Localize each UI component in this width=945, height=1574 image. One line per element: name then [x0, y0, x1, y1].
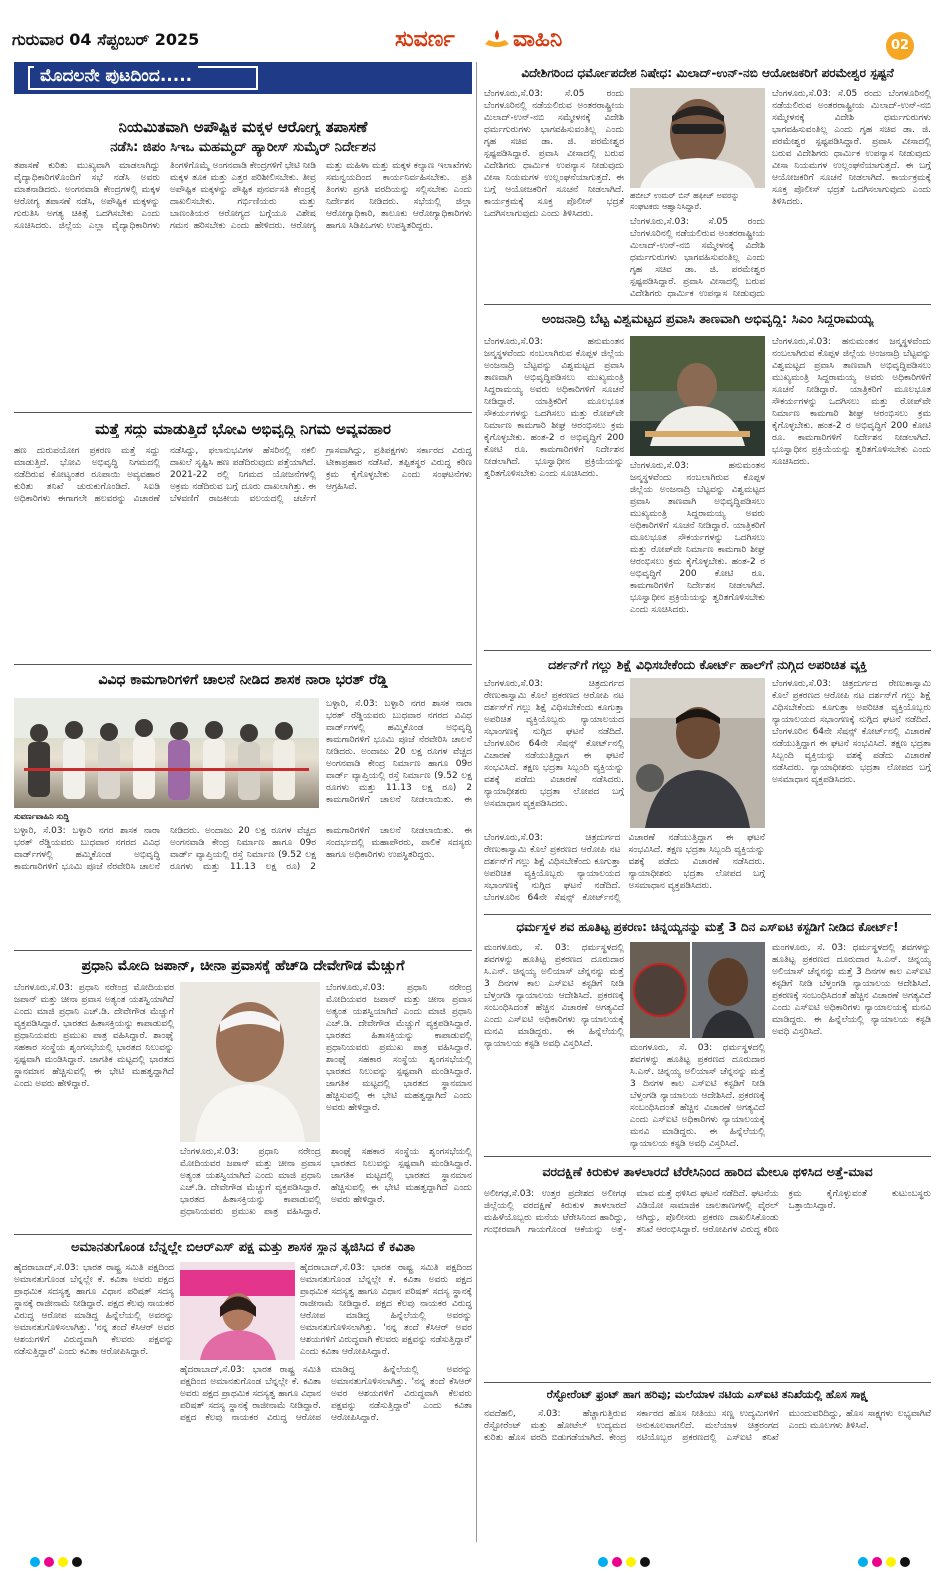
kavitha-body-left: ಹೈದರಾಬಾದ್,ಸೆ.03: ಭಾರತ ರಾಷ್ಟ್ರ ಸಮಿತಿ ಪಕ್ಷದಿಂದ ಅಮಾನತುಗೊಂಡ ಬೆನ್ನಲ್ಲೇ ಕೆ. ಕವಿತಾ ಅವರು ಪಕ್ಷದ ಪ್ರಾಥಮಿಕ ಸದಸ್ಯತ್ವ ಹಾಗೂ ವಿಧಾನ ಪರಿಷತ್ ಸದಸ್ಯ ಸ್ಥಾನಕ್ಕೆ ರಾಜೀನಾಮೆ ನೀಡಿದ್ದಾರೆ. ಪಕ್ಷದ ಕೆಲವು ನಾಯಕರ ವಿರುದ್ಧ ಆರೋಪ ಮಾಡಿದ್ದ ಹಿನ್ನೆಲೆಯಲ್ಲಿ ಅವರನ್ನು ಅಮಾನತುಗೊಳಿಸಲಾಗಿತ್ತು. 'ನನ್ನ ತಂದೆ ಕೆಸಿಆರ್ ಅವರ ಆಶಯಗಳಿಗೆ ವಿರುದ್ಧವಾಗಿ ಕೆಲವರು ಪಕ್ಷವನ್ನು ನಡೆಸುತ್ತಿದ್ದಾರೆ' ಎಂದು ಕವಿತಾ ಆರೋಪಿಸಿದ್ದಾರೆ.	[14, 1263, 174, 1357]
evidence-image	[630, 942, 765, 1038]
issue-date: ಗುರುವಾರ 04 ಸೆಪ್ಟಂಬರ್ 2025	[12, 30, 200, 49]
cyan-dot	[30, 1557, 40, 1567]
siddaramaiah-photo	[630, 336, 765, 456]
divider	[14, 950, 472, 951]
devegowda-photo	[180, 982, 320, 1142]
group-ribbon-cutting-image	[14, 698, 319, 808]
divider	[484, 1382, 931, 1383]
dharmasthala-body-right: ಮಂಗಳೂರು, ಸೆ. 03: ಧರ್ಮಸ್ಥಳದಲ್ಲಿ ಶವಗಳನ್ನು ಹೂತಿಟ್ಟ ಪ್ರಕರಣದ ದೂರುದಾರ ಸಿ.ಎನ್. ಚಿನ್ನಯ್ಯ ಅಲಿಯಾಸ್ ಚೆನ್ನನನ್ನು ಮತ್ತೆ 3 ದಿನಗಳ ಕಾಲ ಎಸ್‌ಐಟಿ ಕಸ್ಟಡಿಗೆ ನೀಡಿ ಬೆಳ್ತಂಗಡಿ ನ್ಯಾಯಾಲಯ ಆದೇಶಿಸಿದೆ. ಪ್ರಕರಣಕ್ಕೆ ಸಂಬಂಧಿಸಿದಂತೆ ಹೆಚ್ಚಿನ ವಿಚಾರಣೆ ಅಗತ್ಯವಿದೆ ಎಂದು ಎಸ್‌ಐಟಿ ಅಧಿಕಾರಿಗಳು ನ್ಯಾಯಾಲಯಕ್ಕೆ ಮನವಿ ಮಾಡಿದ್ದರು. ಈ ಹಿನ್ನೆಲೆಯಲ್ಲಿ ನ್ಯಾಯಾಲಯ ಕಸ್ಟಡಿ ಅವಧಿ ವಿಸ್ತರಿಸಿದೆ.	[772, 943, 931, 1037]
modi-body-right: ಬೆಂಗಳೂರು,ಸೆ.03: ಪ್ರಧಾನಿ ನರೇಂದ್ರ ಮೋದಿಯವರ ಜಪಾನ್ ಮತ್ತು ಚೀನಾ ಪ್ರವಾಸ ಅತ್ಯಂತ ಯಶಸ್ವಿಯಾಗಿದೆ ಎಂದು ಮಾಜಿ ಪ್ರಧಾನಿ ಎಚ್.ಡಿ. ದೇವೇಗೌಡ ಮೆಚ್ಚುಗೆ ವ್ಯಕ್ತಪಡಿಸಿದ್ದಾರೆ. ಭಾರತದ ಹಿತಾಸಕ್ತಿಯನ್ನು ಕಾಪಾಡುವಲ್ಲಿ ಪ್ರಧಾನಿಯವರು ಪ್ರಮುಖ ಪಾತ್ರ ವಹಿಸಿದ್ದಾರೆ. ಶಾಂಘೈ ಸಹಕಾರ ಸಂಸ್ಥೆಯ ಶೃಂಗಸಭೆಯಲ್ಲಿ ಭಾರತದ ನಿಲುವನ್ನು ಸ್ಪಷ್ಟವಾಗಿ ಮಂಡಿಸಿದ್ದಾರೆ. ಜಾಗತಿಕ ಮಟ್ಟದಲ್ಲಿ ಭಾರತದ ಸ್ಥಾನಮಾನ ಹೆಚ್ಚಿಸುವಲ್ಲಿ ಈ ಭೇಟಿ ಮಹತ್ವದ್ದಾಗಿದೆ ಎಂದು ಅವರು ಹೇಳಿದ್ದಾರೆ.	[326, 983, 472, 1113]
dharmasthala-body-left: ಮಂಗಳೂರು, ಸೆ. 03: ಧರ್ಮಸ್ಥಳದಲ್ಲಿ ಶವಗಳನ್ನು ಹೂತಿಟ್ಟ ಪ್ರಕರಣದ ದೂರುದಾರ ಸಿ.ಎನ್. ಚಿನ್ನಯ್ಯ ಅಲಿಯಾಸ್ ಚೆನ್ನನನ್ನು ಮತ್ತೆ 3 ದಿನಗಳ ಕಾಲ ಎಸ್‌ಐಟಿ ಕಸ್ಟಡಿಗೆ ನೀಡಿ ಬೆಳ್ತಂಗಡಿ ನ್ಯಾಯಾಲಯ ಆದೇಶಿಸಿದೆ. ಪ್ರಕರಣಕ್ಕೆ ಸಂಬಂಧಿಸಿದಂತೆ ಹೆಚ್ಚಿನ ವಿಚಾರಣೆ ಅಗತ್ಯವಿದೆ ಎಂದು ಎಸ್‌ಐಟಿ ಅಧಿಕಾರಿಗಳು ನ್ಯಾಯಾಲಯಕ್ಕೆ ಮನವಿ ಮಾಡಿದ್ದರು. ಈ ಹಿನ್ನೆಲೆಯಲ್ಲಿ ನ್ಯಾಯಾಲಯ ಕಸ್ಟಡಿ ಅವಧಿ ವಿಸ್ತರಿಸಿದೆ.	[484, 943, 624, 1049]
portrait-image	[180, 982, 320, 1142]
kavitha-headline: ಅಮಾನತುಗೊಂಡ ಬೆನ್ನಲ್ಲೇ ಬಿಆರ್‌ಎಸ್ ಪಕ್ಷ ಮತ್ತು ಶಾಸಕ ಸ್ಥಾನ ತ್ಯಜಿಸಿದ ಕೆ ಕವಿತಾ	[70, 1240, 416, 1255]
dharmasthala-photo	[630, 942, 765, 1038]
modi-body-bottom: ಬೆಂಗಳೂರು,ಸೆ.03: ಪ್ರಧಾನಿ ನರೇಂದ್ರ ಮೋದಿಯವರ ಜಪಾನ್ ಮತ್ತು ಚೀನಾ ಪ್ರವಾಸ ಅತ್ಯಂತ ಯಶಸ್ವಿಯಾಗಿದೆ ಎಂದು ಮಾಜಿ ಪ್ರಧಾನಿ ಎಚ್.ಡಿ. ದೇವೇಗೌಡ ಮೆಚ್ಚುಗೆ ವ್ಯಕ್ತಪಡಿಸಿದ್ದಾರೆ. ಭಾರತದ ಹಿತಾಸಕ್ತಿಯನ್ನು ಕಾಪಾಡುವಲ್ಲಿ ಪ್ರಧಾನಿಯವರು ಪ್ರಮುಖ ಪಾತ್ರ ವಹಿಸಿದ್ದಾರೆ. ಶಾಂಘೈ ಸಹಕಾರ ಸಂಸ್ಥೆಯ ಶೃಂಗಸಭೆಯಲ್ಲಿ ಭಾರತದ ನಿಲುವನ್ನು ಸ್ಪಷ್ಟವಾಗಿ ಮಂಡಿಸಿದ್ದಾರೆ. ಜಾಗತಿಕ ಮಟ್ಟದಲ್ಲಿ ಭಾರತದ ಸ್ಥಾನಮಾನ ಹೆಚ್ಚಿಸುವಲ್ಲಿ ಈ ಭೇಟಿ ಮಹತ್ವದ್ದಾಗಿದೆ ಎಂದು ಅವರು ಹೇಳಿದ್ದಾರೆ.	[180, 1147, 472, 1217]
darshan-body-bottom: ಬೆಂಗಳೂರು,ಸೆ.03: ಚಿತ್ರದುರ್ಗದ ರೇಣುಕಾಸ್ವಾಮಿ ಕೊಲೆ ಪ್ರಕರಣದ ಆರೋಪಿ ನಟ ದರ್ಶನ್‌ಗೆ ಗಲ್ಲು ಶಿಕ್ಷೆ ವಿಧಿಸಬೇಕೆಂದು ಕೂಗುತ್ತಾ ಅಪರಿಚಿತ ವ್ಯಕ್ತಿಯೊಬ್ಬರು ನ್ಯಾಯಾಲಯದ ಸಭಾಂಗಣಕ್ಕೆ ನುಗ್ಗಿದ ಘಟನೆ ನಡೆದಿದೆ. ಬೆಂಗಳೂರಿನ 64ನೇ ಸೆಷನ್ಸ್ ಕೋರ್ಟ್‌ನಲ್ಲಿ ವಿಚಾರಣೆ ನಡೆಯುತ್ತಿದ್ದಾಗ ಈ ಘಟನೆ ಸಂಭವಿಸಿದೆ. ತಕ್ಷಣ ಭದ್ರತಾ ಸಿಬ್ಬಂದಿ ವ್ಯಕ್ತಿಯನ್ನು ವಶಕ್ಕೆ ಪಡೆದು ವಿಚಾರಣೆ ನಡೆಸಿದರು. ನ್ಯಾಯಾಧೀಶರು ಭದ್ರತಾ ಲೋಪದ ಬಗ್ಗೆ ಅಸಮಾಧಾನ ವ್ಯಕ್ತಪಡಿಸಿದರು.	[484, 833, 765, 903]
restaurant-body: ನವದೆಹಲಿ, ಸೆ.03: ಹೆಚ್ಚಾಗುತ್ತಿರುವ ರೆಸ್ಟೋರೆಂಟ್ ಮತ್ತು ಹೋಟೆಲ್ ಉದ್ಯಮದ ಕುರಿತು ಹೊಸ ವರದಿ ಬಿಡುಗಡೆಯಾಗಿದೆ. ಕೇಂದ್ರ ಸರ್ಕಾರದ ಹೊಸ ನೀತಿಯು ಸಣ್ಣ ಉದ್ಯಮಿಗಳಿಗೆ ಅನುಕೂಲವಾಗಲಿದೆ. ಮಲೆಯಾಳ ಚಿತ್ರರಂಗದ ನಟಿಯೊಬ್ಬರ ಪ್ರಕರಣದಲ್ಲಿ ಎಸ್‌ಐಟಿ ತನಿಖೆ ಮುಂದುವರಿದಿದ್ದು, ಹೊಸ ಸಾಕ್ಷ್ಯಗಳು ಲಭ್ಯವಾಗಿವೆ ಎಂದು ಮೂಲಗಳು ತಿಳಿಸಿವೆ.	[484, 1409, 931, 1443]
religion-body-mid: ಬೆಂಗಳೂರು,ಸೆ.03: ಸೆ.05 ರಂದು ಬೆಂಗಳೂರಿನಲ್ಲಿ ನಡೆಯಲಿರುವ ಅಂತರರಾಷ್ಟ್ರೀಯ ಮಿಲಾದ್-ಉನ್-ನಬಿ ಸಮ್ಮೇಳನಕ್ಕೆ ವಿದೇಶಿ ಧರ್ಮಗುರುಗಳು ಭಾಗವಹಿಸುವಂತಿಲ್ಲ ಎಂದು ಗೃಹ ಸಚಿವ ಡಾ. ಜಿ. ಪರಮೇಶ್ವರ ಸ್ಪಷ್ಟಪಡಿಸಿದ್ದಾರೆ. ಪ್ರವಾಸಿ ವೀಸಾದಲ್ಲಿ ಬರುವ ವಿದೇಶಿಗರು ಧಾರ್ಮಿಕ ಉಪನ್ಯಾಸ ನೀಡುವುದು	[630, 217, 765, 298]
brand-left: ಸುವರ್ಣ	[395, 26, 455, 52]
portrait-image	[180, 1262, 295, 1360]
works-caption: ಸುವರ್ಣವಾಹಿನಿ ಸುದ್ದಿ	[14, 812, 70, 821]
divider	[484, 914, 931, 915]
magenta-dot	[872, 1557, 882, 1567]
section-title: ಮೊದಲನೇ ಪುಟದಿಂದ.....	[34, 66, 198, 86]
kavitha-photo	[180, 1262, 295, 1360]
anjanadri-body-mid: ಬೆಂಗಳೂರು,ಸೆ.03: ಹನುಮಂತನ ಜನ್ಮಸ್ಥಳವೆಂದು ನಂಬಲಾಗಿರುವ ಕೊಪ್ಪಳ ಜಿಲ್ಲೆಯ ಅಂಜನಾದ್ರಿ ಬೆಟ್ಟವನ್ನು ವಿಶ್ವಮಟ್ಟದ ಪ್ರವಾಸಿ ತಾಣವಾಗಿ ಅಭಿವೃದ್ಧಿಪಡಿಸಲು ಮುಖ್ಯಮಂತ್ರಿ ಸಿದ್ದರಾಮಯ್ಯ ಅವರು ಅಧಿಕಾರಿಗಳಿಗೆ ಸೂಚನೆ ನೀಡಿದ್ದಾರೆ. ಯಾತ್ರಿಕರಿಗೆ ಮೂಲಭೂತ ಸೌಕರ್ಯಗಳನ್ನು ಒದಗಿಸಲು ಮತ್ತು ರೋಪ್‌ವೇ ನಿರ್ಮಾಣ ಕಾಮಗಾರಿ ಶೀಘ್ರ ಆರಂಭಿಸಲು ಕ್ರಮ ಕೈಗೊಳ್ಳಬೇಕು. ಹಂತ-2 ರ ಅಭಿವೃದ್ಧಿಗೆ 200 ಕೋಟಿ ರೂ. ಕಾಮಗಾರಿಗಳಿಗೆ ನಿರ್ದೇಶನ ನೀಡಲಾಗಿದೆ. ಭೂಸ್ವಾಧೀನ ಪ್ರಕ್ರಿಯೆಯನ್ನು ತ್ವರಿತಗೊಳಿಸಬೇಕು ಎಂದು ಸೂಚಿಸಿದರು.	[630, 461, 765, 615]
darshan-headline: ದರ್ಶನ್‌ಗೆ ಗಲ್ಲು ಶಿಕ್ಷೆ ವಿಧಿಸಬೇಕೆಂದು ಕೋರ್ಟ್ ಹಾಲ್‌ಗೆ ನುಗ್ಗಿದ ಅಪರಿಚಿತ ವ್ಯಕ್ತಿ	[548, 657, 867, 672]
page-number-badge: 02	[886, 32, 914, 60]
black-dot	[900, 1557, 910, 1567]
cyan-dot	[598, 1557, 608, 1567]
divider	[14, 664, 472, 665]
meeting-image	[630, 336, 765, 456]
parameshwara-photo	[630, 88, 765, 188]
dharmasthala-body-mid: ಮಂಗಳೂರು, ಸೆ. 03: ಧರ್ಮಸ್ಥಳದಲ್ಲಿ ಶವಗಳನ್ನು ಹೂತಿಟ್ಟ ಪ್ರಕರಣದ ದೂರುದಾರ ಸಿ.ಎನ್. ಚಿನ್ನಯ್ಯ ಅಲಿಯಾಸ್ ಚೆನ್ನನನ್ನು ಮತ್ತೆ 3 ದಿನಗಳ ಕಾಲ ಎಸ್‌ಐಟಿ ಕಸ್ಟಡಿಗೆ ನೀಡಿ ಬೆಳ್ತಂಗಡಿ ನ್ಯಾಯಾಲಯ ಆದೇಶಿಸಿದೆ. ಪ್ರಕರಣಕ್ಕೆ ಸಂಬಂಧಿಸಿದಂತೆ ಹೆಚ್ಚಿನ ವಿಚಾರಣೆ ಅಗತ್ಯವಿದೆ ಎಂದು ಎಸ್‌ಐಟಿ ಅಧಿಕಾರಿಗಳು ನ್ಯಾಯಾಲಯಕ್ಕೆ ಮನವಿ ಮಾಡಿದ್ದರು. ಈ ಹಿನ್ನೆಲೆಯಲ್ಲಿ ನ್ಯಾಯಾಲಯ ಕಸ್ಟಡಿ ಅವಧಿ ವಿಸ್ತರಿಸಿದೆ.	[630, 1043, 765, 1149]
divider	[484, 650, 931, 651]
brand-right: ವಾಹಿನಿ	[513, 26, 563, 52]
color-registration-mid	[598, 1552, 654, 1564]
health-body: ತಪಾಸಣೆ ಕುರಿತು ಮುಖ್ಯವಾಗಿ ಮಾಡಲಾಗಿದ್ದು ವೈದ್ಯಾಧಿಕಾರಿಗಳೊಂದಿಗೆ ಸಭೆ ನಡೆಸಿ ಅವರು ಮಾತನಾಡಿದರು. ಅಂಗನವಾಡಿ ಕೇಂದ್ರಗಳಲ್ಲಿ ಮಕ್ಕಳ ಆರೋಗ್ಯ ತಪಾಸಣೆ ನಡೆಸಿ, ಅಪೌಷ್ಟಿಕ ಮಕ್ಕಳನ್ನು ಗುರುತಿಸಿ ಅಗತ್ಯ ಚಿಕಿತ್ಸೆ ಒದಗಿಸಬೇಕು ಎಂದು ಸೂಚಿಸಿದರು. ಜಿಲ್ಲೆಯ ಎಲ್ಲಾ ವೈದ್ಯಾಧಿಕಾರಿಗಳು ತಿಂಗಳಿಗೊಮ್ಮೆ ಅಂಗನವಾಡಿ ಕೇಂದ್ರಗಳಿಗೆ ಭೇಟಿ ನೀಡಿ ಮಕ್ಕಳ ತೂಕ ಮತ್ತು ಎತ್ತರ ಪರಿಶೀಲಿಸಬೇಕು. ತೀವ್ರ ಅಪೌಷ್ಟಿಕ ಮಕ್ಕಳನ್ನು ಪೌಷ್ಟಿಕ ಪುನರ್ವಸತಿ ಕೇಂದ್ರಕ್ಕೆ ದಾಖಲಿಸಬೇಕು. ಗರ್ಭಿಣಿಯರು ಮತ್ತು ಬಾಣಂತಿಯರ ಆರೋಗ್ಯದ ಬಗ್ಗೆಯೂ ವಿಶೇಷ ಗಮನ ಹರಿಸಬೇಕು ಎಂದು ಹೇಳಿದರು. ಆರೋಗ್ಯ ಮತ್ತು ಮಹಿಳಾ ಮತ್ತು ಮಕ್ಕಳ ಕಲ್ಯಾಣ ಇಲಾಖೆಗಳು ಸಮನ್ವಯದಿಂದ ಕಾರ್ಯನಿರ್ವಹಿಸಬೇಕು. ಪ್ರತಿ ತಿಂಗಳು ಪ್ರಗತಿ ವರದಿಯನ್ನು ಸಲ್ಲಿಸಬೇಕು ಎಂದು ನಿರ್ದೇಶನ ನೀಡಿದರು. ಸಭೆಯಲ್ಲಿ ಜಿಲ್ಲಾ ಆರೋಗ್ಯಾಧಿಕಾರಿ, ತಾಲೂಕು ಆರೋಗ್ಯಾಧಿಕಾರಿಗಳು ಹಾಗೂ ಸಿಡಿಪಿಒಗಳು ಉಪಸ್ಥಿತರಿದ್ದರು.	[14, 161, 472, 231]
lamp-icon	[483, 28, 511, 50]
kavitha-body-right: ಹೈದರಾಬಾದ್,ಸೆ.03: ಭಾರತ ರಾಷ್ಟ್ರ ಸಮಿತಿ ಪಕ್ಷದಿಂದ ಅಮಾನತುಗೊಂಡ ಬೆನ್ನಲ್ಲೇ ಕೆ. ಕವಿತಾ ಅವರು ಪಕ್ಷದ ಪ್ರಾಥಮಿಕ ಸದಸ್ಯತ್ವ ಹಾಗೂ ವಿಧಾನ ಪರಿಷತ್ ಸದಸ್ಯ ಸ್ಥಾನಕ್ಕೆ ರಾಜೀನಾಮೆ ನೀಡಿದ್ದಾರೆ. ಪಕ್ಷದ ಕೆಲವು ನಾಯಕರ ವಿರುದ್ಧ ಆರೋಪ ಮಾಡಿದ್ದ ಹಿನ್ನೆಲೆಯಲ್ಲಿ ಅವರನ್ನು ಅಮಾನತುಗೊಳಿಸಲಾಗಿತ್ತು. 'ನನ್ನ ತಂದೆ ಕೆಸಿಆರ್ ಅವರ ಆಶಯಗಳಿಗೆ ವಿರುದ್ಧವಾಗಿ ಕೆಲವರು ಪಕ್ಷವನ್ನು ನಡೆಸುತ್ತಿದ್ದಾರೆ' ಎಂದು ಕವಿತಾ ಆರೋಪಿಸಿದ್ದಾರೆ.	[300, 1263, 472, 1357]
religion-body-right: ಬೆಂಗಳೂರು,ಸೆ.03: ಸೆ.05 ರಂದು ಬೆಂಗಳೂರಿನಲ್ಲಿ ನಡೆಯಲಿರುವ ಅಂತರರಾಷ್ಟ್ರೀಯ ಮಿಲಾದ್-ಉನ್-ನಬಿ ಸಮ್ಮೇಳನಕ್ಕೆ ವಿದೇಶಿ ಧರ್ಮಗುರುಗಳು ಭಾಗವಹಿಸುವಂತಿಲ್ಲ ಎಂದು ಗೃಹ ಸಚಿವ ಡಾ. ಜಿ. ಪರಮೇಶ್ವರ ಸ್ಪಷ್ಟಪಡಿಸಿದ್ದಾರೆ. ಪ್ರವಾಸಿ ವೀಸಾದಲ್ಲಿ ಬರುವ ವಿದೇಶಿಗರು ಧಾರ್ಮಿಕ ಉಪನ್ಯಾಸ ನೀಡುವುದು ವೀಸಾ ನಿಯಮಗಳ ಉಲ್ಲಂಘನೆಯಾಗುತ್ತದೆ. ಈ ಬಗ್ಗೆ ಆಯೋಜಕರಿಗೆ ಸೂಚನೆ ನೀಡಲಾಗಿದೆ. ಕಾರ್ಯಕ್ರಮಕ್ಕೆ ಸೂಕ್ತ ಪೊಲೀಸ್ ಭದ್ರತೆ ಒದಗಿಸಲಾಗುವುದು ಎಂದು ತಿಳಿಸಿದರು.	[772, 89, 931, 207]
kavitha-body-bottom: ಹೈದರಾಬಾದ್,ಸೆ.03: ಭಾರತ ರಾಷ್ಟ್ರ ಸಮಿತಿ ಪಕ್ಷದಿಂದ ಅಮಾನತುಗೊಂಡ ಬೆನ್ನಲ್ಲೇ ಕೆ. ಕವಿತಾ ಅವರು ಪಕ್ಷದ ಪ್ರಾಥಮಿಕ ಸದಸ್ಯತ್ವ ಹಾಗೂ ವಿಧಾನ ಪರಿಷತ್ ಸದಸ್ಯ ಸ್ಥಾನಕ್ಕೆ ರಾಜೀನಾಮೆ ನೀಡಿದ್ದಾರೆ. ಪಕ್ಷದ ಕೆಲವು ನಾಯಕರ ವಿರುದ್ಧ ಆರೋಪ ಮಾಡಿದ್ದ ಹಿನ್ನೆಲೆಯಲ್ಲಿ ಅವರನ್ನು ಅಮಾನತುಗೊಳಿಸಲಾಗಿತ್ತು. 'ನನ್ನ ತಂದೆ ಕೆಸಿಆರ್ ಅವರ ಆಶಯಗಳಿಗೆ ವಿರುದ್ಧವಾಗಿ ಕೆಲವರು ಪಕ್ಷವನ್ನು ನಡೆಸುತ್ತಿದ್ದಾರೆ' ಎಂದು ಕವಿತಾ ಆರೋಪಿಸಿದ್ದಾರೆ.	[180, 1365, 472, 1423]
section-bar	[14, 62, 472, 94]
color-registration-right	[858, 1552, 914, 1564]
works-headline: ವಿವಿಧ ಕಾಮಗಾರಿಗಳಿಗೆ ಚಾಲನೆ ನೀಡಿದ ಶಾಸಕ ನಾರಾ ಭರತ್ ರೆಡ್ಡಿ	[98, 672, 388, 688]
divider	[14, 412, 472, 413]
religion-body-left: ಬೆಂಗಳೂರು,ಸೆ.03: ಸೆ.05 ರಂದು ಬೆಂಗಳೂರಿನಲ್ಲಿ ನಡೆಯಲಿರುವ ಅಂತರರಾಷ್ಟ್ರೀಯ ಮಿಲಾದ್-ಉನ್-ನಬಿ ಸಮ್ಮೇಳನಕ್ಕೆ ವಿದೇಶಿ ಧರ್ಮಗುರುಗಳು ಭಾಗವಹಿಸುವಂತಿಲ್ಲ ಎಂದು ಗೃಹ ಸಚಿವ ಡಾ. ಜಿ. ಪರಮೇಶ್ವರ ಸ್ಪಷ್ಟಪಡಿಸಿದ್ದಾರೆ. ಪ್ರವಾಸಿ ವೀಸಾದಲ್ಲಿ ಬರುವ ವಿದೇಶಿಗರು ಧಾರ್ಮಿಕ ಉಪನ್ಯಾಸ ನೀಡುವುದು ವೀಸಾ ನಿಯಮಗಳ ಉಲ್ಲಂಘನೆಯಾಗುತ್ತದೆ. ಈ ಬಗ್ಗೆ ಆಯೋಜಕರಿಗೆ ಸೂಚನೆ ನೀಡಲಾಗಿದೆ. ಕಾರ್ಯಕ್ರಮಕ್ಕೆ ಸೂಕ್ತ ಪೊಲೀಸ್ ಭದ್ರತೆ ಒದಗಿಸಲಾಗುವುದು ಎಂದು ತಿಳಿಸಿದರು.	[484, 89, 624, 219]
dharmasthala-headline: ಧರ್ಮಸ್ಥಳ ಶವ ಹೂತಿಟ್ಟ ಪ್ರಕರಣ: ಚಿನ್ನಯ್ಯನನ್ನು ಮತ್ತೆ 3 ದಿನ ಎಸ್‌ಐಟಿ ಕಸ್ಟಡಿಗೆ ನೀಡಿದ ಕೋರ್ಟ್!	[516, 920, 899, 934]
portrait-image	[630, 678, 765, 828]
anjanadri-body-right: ಬೆಂಗಳೂರು,ಸೆ.03: ಹನುಮಂತನ ಜನ್ಮಸ್ಥಳವೆಂದು ನಂಬಲಾಗಿರುವ ಕೊಪ್ಪಳ ಜಿಲ್ಲೆಯ ಅಂಜನಾದ್ರಿ ಬೆಟ್ಟವನ್ನು ವಿಶ್ವಮಟ್ಟದ ಪ್ರವಾಸಿ ತಾಣವಾಗಿ ಅಭಿವೃದ್ಧಿಪಡಿಸಲು ಮುಖ್ಯಮಂತ್ರಿ ಸಿದ್ದರಾಮಯ್ಯ ಅವರು ಅಧಿಕಾರಿಗಳಿಗೆ ಸೂಚನೆ ನೀಡಿದ್ದಾರೆ. ಯಾತ್ರಿಕರಿಗೆ ಮೂಲಭೂತ ಸೌಕರ್ಯಗಳನ್ನು ಒದಗಿಸಲು ಮತ್ತು ರೋಪ್‌ವೇ ನಿರ್ಮಾಣ ಕಾಮಗಾರಿ ಶೀಘ್ರ ಆರಂಭಿಸಲು ಕ್ರಮ ಕೈಗೊಳ್ಳಬೇಕು. ಹಂತ-2 ರ ಅಭಿವೃದ್ಧಿಗೆ 200 ಕೋಟಿ ರೂ. ಕಾಮಗಾರಿಗಳಿಗೆ ನಿರ್ದೇಶನ ನೀಡಲಾಗಿದೆ. ಭೂಸ್ವಾಧೀನ ಪ್ರಕ್ರಿಯೆಯನ್ನು ತ್ವರಿತಗೊಳಿಸಬೇಕು ಎಂದು ಸೂಚಿಸಿದರು.	[772, 337, 931, 467]
yellow-dot	[58, 1557, 68, 1567]
newspaper-logo	[395, 26, 610, 56]
yellow-dot	[886, 1557, 896, 1567]
color-registration-left	[30, 1552, 86, 1564]
health-headline: ನಿಯಮಿತವಾಗಿ ಅಪೌಷ್ಟಿಕ ಮಕ್ಕಳ ಆರೋಗ್ಯ ತಪಾಸಣೆ	[118, 118, 368, 136]
works-photo	[14, 698, 319, 808]
modi-body-left: ಬೆಂಗಳೂರು,ಸೆ.03: ಪ್ರಧಾನಿ ನರೇಂದ್ರ ಮೋದಿಯವರ ಜಪಾನ್ ಮತ್ತು ಚೀನಾ ಪ್ರವಾಸ ಅತ್ಯಂತ ಯಶಸ್ವಿಯಾಗಿದೆ ಎಂದು ಮಾಜಿ ಪ್ರಧಾನಿ ಎಚ್.ಡಿ. ದೇವೇಗೌಡ ಮೆಚ್ಚುಗೆ ವ್ಯಕ್ತಪಡಿಸಿದ್ದಾರೆ. ಭಾರತದ ಹಿತಾಸಕ್ತಿಯನ್ನು ಕಾಪಾಡುವಲ್ಲಿ ಪ್ರಧಾನಿಯವರು ಪ್ರಮುಖ ಪಾತ್ರ ವಹಿಸಿದ್ದಾರೆ. ಶಾಂಘೈ ಸಹಕಾರ ಸಂಸ್ಥೆಯ ಶೃಂಗಸಭೆಯಲ್ಲಿ ಭಾರತದ ನಿಲುವನ್ನು ಸ್ಪಷ್ಟವಾಗಿ ಮಂಡಿಸಿದ್ದಾರೆ. ಜಾಗತಿಕ ಮಟ್ಟದಲ್ಲಿ ಭಾರತದ ಸ್ಥಾನಮಾನ ಹೆಚ್ಚಿಸುವಲ್ಲಿ ಈ ಭೇಟಿ ಮಹತ್ವದ್ದಾಗಿದೆ ಎಂದು ಅವರು ಹೇಳಿದ್ದಾರೆ.	[14, 983, 174, 1089]
divider	[14, 1234, 472, 1235]
works-body-right: ಬಳ್ಳಾರಿ, ಸೆ.03: ಬಳ್ಳಾರಿ ನಗರ ಶಾಸಕ ನಾರಾ ಭರತ್ ರೆಡ್ಡಿಯವರು ಬುಧವಾರ ನಗರದ ವಿವಿಧ ವಾರ್ಡ್‌ಗಳಲ್ಲಿ ಹಮ್ಮಿಕೊಂಡ ಅಭಿವೃದ್ಧಿ ಕಾಮಗಾರಿಗಳಿಗೆ ಭೂಮಿ ಪೂಜೆ ನೆರವೇರಿಸಿ ಚಾಲನೆ ನೀಡಿದರು. ಅಂದಾಜು 20 ಲಕ್ಷ ರೂಗಳ ವೆಚ್ಚದ ಅಂಗನವಾಡಿ ಕೇಂದ್ರ ನಿರ್ಮಾಣ ಹಾಗೂ 09ರ ವಾರ್ಡ್ ವ್ಯಾಪ್ತಿಯಲ್ಲಿ ರಸ್ತೆ ನಿರ್ಮಾಣ (9.52 ಲಕ್ಷ ರೂಗಳು ಮತ್ತು 11.13 ಲಕ್ಷ ರೂ) 2 ಕಾಮಗಾರಿಗಳಿಗೆ ಚಾಲನೆ ನೀಡಲಾಯಿತು. ಈ	[326, 699, 472, 805]
anjanadri-body-left: ಬೆಂಗಳೂರು,ಸೆ.03: ಹನುಮಂತನ ಜನ್ಮಸ್ಥಳವೆಂದು ನಂಬಲಾಗಿರುವ ಕೊಪ್ಪಳ ಜಿಲ್ಲೆಯ ಅಂಜನಾದ್ರಿ ಬೆಟ್ಟವನ್ನು ವಿಶ್ವಮಟ್ಟದ ಪ್ರವಾಸಿ ತಾಣವಾಗಿ ಅಭಿವೃದ್ಧಿಪಡಿಸಲು ಮುಖ್ಯಮಂತ್ರಿ ಸಿದ್ದರಾಮಯ್ಯ ಅವರು ಅಧಿಕಾರಿಗಳಿಗೆ ಸೂಚನೆ ನೀಡಿದ್ದಾರೆ. ಯಾತ್ರಿಕರಿಗೆ ಮೂಲಭೂತ ಸೌಕರ್ಯಗಳನ್ನು ಒದಗಿಸಲು ಮತ್ತು ರೋಪ್‌ವೇ ನಿರ್ಮಾಣ ಕಾಮಗಾರಿ ಶೀಘ್ರ ಆರಂಭಿಸಲು ಕ್ರಮ ಕೈಗೊಳ್ಳಬೇಕು. ಹಂತ-2 ರ ಅಭಿವೃದ್ಧಿಗೆ 200 ಕೋಟಿ ರೂ. ಕಾಮಗಾರಿಗಳಿಗೆ ನಿರ್ದೇಶನ ನೀಡಲಾಗಿದೆ. ಭೂಸ್ವಾಧೀನ ಪ್ರಕ್ರಿಯೆಯನ್ನು ತ್ವರಿತಗೊಳಿಸಬೇಕು ಎಂದು ಸೂಚಿಸಿದರು.	[484, 337, 624, 479]
black-dot	[640, 1557, 650, 1567]
restaurant-headline: ರೆಸ್ಟೋರೆಂಟ್ ಫ್ರಂಟ್ ಹಾಗ ಹರಿವು; ಮಲೆಯಾಳ ನಟಿಯ ಎಸ್‌ಐಟಿ ತನಿಖೆಯಲ್ಲಿ ಹೊಸ ಸಾಕ್ಷ್ಯ	[546, 1388, 869, 1401]
modi-headline: ಪ್ರಧಾನಿ ಮೋದಿ ಜಪಾನ್, ಚೀನಾ ಪ್ರವಾಸಕ್ಕೆ ಹೆಚ್‌ಡಿ ದೇವೇಗೌಡ ಮೆಚ್ಚುಗೆ	[81, 958, 405, 974]
anjanadri-headline: ಅಂಜನಾದ್ರಿ ಬೆಟ್ಟ ವಿಶ್ವಮಟ್ಟದ ಪ್ರವಾಸಿ ತಾಣವಾಗಿ ಅಭಿವೃದ್ಧಿ: ಸಿಎಂ ಸಿದ್ದರಾಮಯ್ಯ	[541, 312, 874, 327]
divider	[484, 1156, 931, 1157]
black-dot	[72, 1557, 82, 1567]
portrait-image	[630, 88, 765, 188]
masthead	[0, 0, 945, 62]
religion-headline: ವಿದೇಶಿಗರಿಂದ ಧರ್ಮೋಪದೇಶ ನಿಷೇಧ: ಮಿಲಾದ್-ಉನ್-ನಬಿ ಆಯೋಜಕರಿಗೆ ಪರಮೇಶ್ವರ ಸ್ಪಷ್ಟನೆ	[521, 66, 894, 80]
bhovi-headline: ಮತ್ತೆ ಸದ್ದು ಮಾಡುತ್ತಿದೆ ಭೋವಿ ಅಭಿವೃದ್ಧಿ ನಿಗಮ ಅವ್ಯವಹಾರ	[95, 420, 391, 438]
bhovi-body: ಹಣ ದುರುಪಯೋಗ ಪ್ರಕರಣ ಮತ್ತೆ ಸದ್ದು ಮಾಡುತ್ತಿದೆ. ಭೋವಿ ಅಭಿವೃದ್ಧಿ ನಿಗಮದಲ್ಲಿ ನಡೆದಿರುವ ಕೋಟ್ಯಂತರ ರೂಪಾಯಿ ಅವ್ಯವಹಾರ ಕುರಿತು ತನಿಖೆ ಚುರುಕುಗೊಂಡಿದೆ. ಸಿಐಡಿ ಅಧಿಕಾರಿಗಳು ಈಗಾಗಲೇ ಹಲವರನ್ನು ವಿಚಾರಣೆ ನಡೆಸಿದ್ದು, ಫಲಾನುಭವಿಗಳ ಹೆಸರಿನಲ್ಲಿ ನಕಲಿ ದಾಖಲೆ ಸೃಷ್ಟಿಸಿ ಹಣ ಪಡೆದಿರುವುದು ಪತ್ತೆಯಾಗಿದೆ. 2021-22 ರಲ್ಲಿ ನಿಗಮದ ಯೋಜನೆಗಳಲ್ಲಿ ಅಕ್ರಮ ನಡೆದಿರುವ ಬಗ್ಗೆ ದೂರು ದಾಖಲಾಗಿತ್ತು. ಈ ಬೆಳವಣಿಗೆ ರಾಜಕೀಯ ವಲಯದಲ್ಲಿ ಚರ್ಚೆಗೆ ಗ್ರಾಸವಾಗಿದ್ದು, ಪ್ರತಿಪಕ್ಷಗಳು ಸರ್ಕಾರದ ವಿರುದ್ಧ ಟೀಕಾಪ್ರಹಾರ ನಡೆಸಿವೆ. ತಪ್ಪಿತಸ್ಥರ ವಿರುದ್ಧ ಕಠಿಣ ಕ್ರಮ ಕೈಗೊಳ್ಳಬೇಕು ಎಂದು ಸಂಘಟನೆಗಳು ಆಗ್ರಹಿಸಿವೆ.	[14, 446, 472, 504]
dowry-headline: ವರದಕ್ಷಿಣೆ ಕಿರುಕುಳ ತಾಳಲಾರದೆ ಟೆರೇಸಿನಿಂದ ಹಾರಿದ ಮೇಲೂ ಥಳಿಸಿದ ಅತ್ತೆ-ಮಾವ	[542, 1164, 873, 1179]
dowry-body: ಅಲೀಗಢ,ಸೆ.03: ಉತ್ತರ ಪ್ರದೇಶದ ಅಲೀಗಢ ಜಿಲ್ಲೆಯಲ್ಲಿ ವರದಕ್ಷಿಣೆ ಕಿರುಕುಳ ತಾಳಲಾರದೆ ಮಹಿಳೆಯೊಬ್ಬರು ಮನೆಯ ಟೆರೇಸಿನಿಂದ ಹಾರಿದ್ದು, ಗಂಭೀರವಾಗಿ ಗಾಯಗೊಂಡ ಆಕೆಯನ್ನು ಅತ್ತೆ-ಮಾವ ಮತ್ತೆ ಥಳಿಸಿದ ಘಟನೆ ನಡೆದಿದೆ. ಘಟನೆಯ ವಿಡಿಯೋ ಸಾಮಾಜಿಕ ಜಾಲತಾಣಗಳಲ್ಲಿ ವೈರಲ್ ಆಗಿದ್ದು, ಪೊಲೀಸರು ಪ್ರಕರಣ ದಾಖಲಿಸಿಕೊಂಡು ತನಿಖೆ ಆರಂಭಿಸಿದ್ದಾರೆ. ಆರೋಪಿಗಳ ವಿರುದ್ಧ ಕಠಿಣ ಕ್ರಮ ಕೈಗೊಳ್ಳುವಂತೆ ಕುಟುಂಬಸ್ಥರು ಒತ್ತಾಯಿಸಿದ್ದಾರೆ.	[484, 1189, 931, 1235]
divider	[484, 304, 931, 305]
works-body: ಬಳ್ಳಾರಿ, ಸೆ.03: ಬಳ್ಳಾರಿ ನಗರ ಶಾಸಕ ನಾರಾ ಭರತ್ ರೆಡ್ಡಿಯವರು ಬುಧವಾರ ನಗರದ ವಿವಿಧ ವಾರ್ಡ್‌ಗಳಲ್ಲಿ ಹಮ್ಮಿಕೊಂಡ ಅಭಿವೃದ್ಧಿ ಕಾಮಗಾರಿಗಳಿಗೆ ಭೂಮಿ ಪೂಜೆ ನೆರವೇರಿಸಿ ಚಾಲನೆ ನೀಡಿದರು. ಅಂದಾಜು 20 ಲಕ್ಷ ರೂಗಳ ವೆಚ್ಚದ ಅಂಗನವಾಡಿ ಕೇಂದ್ರ ನಿರ್ಮಾಣ ಹಾಗೂ 09ರ ವಾರ್ಡ್ ವ್ಯಾಪ್ತಿಯಲ್ಲಿ ರಸ್ತೆ ನಿರ್ಮಾಣ (9.52 ಲಕ್ಷ ರೂಗಳು ಮತ್ತು 11.13 ಲಕ್ಷ ರೂ) 2 ಕಾಮಗಾರಿಗಳಿಗೆ ಚಾಲನೆ ನೀಡಲಾಯಿತು. ಈ ಸಂದರ್ಭದಲ್ಲಿ ಮಹಾಪೌರರು, ಪಾಲಿಕೆ ಸದಸ್ಯರು ಹಾಗೂ ಅಧಿಕಾರಿಗಳು ಉಪಸ್ಥಿತರಿದ್ದರು.	[14, 826, 472, 872]
column-divider	[476, 62, 477, 1542]
cyan-dot	[858, 1557, 868, 1567]
health-subhead: ನಡೆಸಿ: ಜಿಪಂ ಸಿಇಒ ಮಹಮ್ಮದ್ ಹ್ಯಾರೀಸ್ ಸುಮೈರ್ ನಿರ್ದೇಶನ	[110, 140, 376, 155]
religion-photo-caption: ಹಬೀಬ್ ಉಮರ್ ಬಿನ್ ಹಫೀಜ್ ಅವರನ್ನು ಸಂಘಟಕರು ಆಹ್ವಾನಿಸಿದ್ದಾರೆ.	[630, 191, 740, 211]
magenta-dot	[612, 1557, 622, 1567]
darshan-body-right: ಬೆಂಗಳೂರು,ಸೆ.03: ಚಿತ್ರದುರ್ಗದ ರೇಣುಕಾಸ್ವಾಮಿ ಕೊಲೆ ಪ್ರಕರಣದ ಆರೋಪಿ ನಟ ದರ್ಶನ್‌ಗೆ ಗಲ್ಲು ಶಿಕ್ಷೆ ವಿಧಿಸಬೇಕೆಂದು ಕೂಗುತ್ತಾ ಅಪರಿಚಿತ ವ್ಯಕ್ತಿಯೊಬ್ಬರು ನ್ಯಾಯಾಲಯದ ಸಭಾಂಗಣಕ್ಕೆ ನುಗ್ಗಿದ ಘಟನೆ ನಡೆದಿದೆ. ಬೆಂಗಳೂರಿನ 64ನೇ ಸೆಷನ್ಸ್ ಕೋರ್ಟ್‌ನಲ್ಲಿ ವಿಚಾರಣೆ ನಡೆಯುತ್ತಿದ್ದಾಗ ಈ ಘಟನೆ ಸಂಭವಿಸಿದೆ. ತಕ್ಷಣ ಭದ್ರತಾ ಸಿಬ್ಬಂದಿ ವ್ಯಕ್ತಿಯನ್ನು ವಶಕ್ಕೆ ಪಡೆದು ವಿಚಾರಣೆ ನಡೆಸಿದರು. ನ್ಯಾಯಾಧೀಶರು ಭದ್ರತಾ ಲೋಪದ ಬಗ್ಗೆ ಅಸಮಾಧಾನ ವ್ಯಕ್ತಪಡಿಸಿದರು.	[772, 679, 931, 785]
darshan-body-left: ಬೆಂಗಳೂರು,ಸೆ.03: ಚಿತ್ರದುರ್ಗದ ರೇಣುಕಾಸ್ವಾಮಿ ಕೊಲೆ ಪ್ರಕರಣದ ಆರೋಪಿ ನಟ ದರ್ಶನ್‌ಗೆ ಗಲ್ಲು ಶಿಕ್ಷೆ ವಿಧಿಸಬೇಕೆಂದು ಕೂಗುತ್ತಾ ಅಪರಿಚಿತ ವ್ಯಕ್ತಿಯೊಬ್ಬರು ನ್ಯಾಯಾಲಯದ ಸಭಾಂಗಣಕ್ಕೆ ನುಗ್ಗಿದ ಘಟನೆ ನಡೆದಿದೆ. ಬೆಂಗಳೂರಿನ 64ನೇ ಸೆಷನ್ಸ್ ಕೋರ್ಟ್‌ನಲ್ಲಿ ವಿಚಾರಣೆ ನಡೆಯುತ್ತಿದ್ದಾಗ ಈ ಘಟನೆ ಸಂಭವಿಸಿದೆ. ತಕ್ಷಣ ಭದ್ರತಾ ಸಿಬ್ಬಂದಿ ವ್ಯಕ್ತಿಯನ್ನು ವಶಕ್ಕೆ ಪಡೆದು ವಿಚಾರಣೆ ನಡೆಸಿದರು. ನ್ಯಾಯಾಧೀಶರು ಭದ್ರತಾ ಲೋಪದ ಬಗ್ಗೆ ಅಸಮಾಧಾನ ವ್ಯಕ್ತಪಡಿಸಿದರು.	[484, 679, 624, 809]
magenta-dot	[44, 1557, 54, 1567]
darshan-photo	[630, 678, 765, 828]
yellow-dot	[626, 1557, 636, 1567]
